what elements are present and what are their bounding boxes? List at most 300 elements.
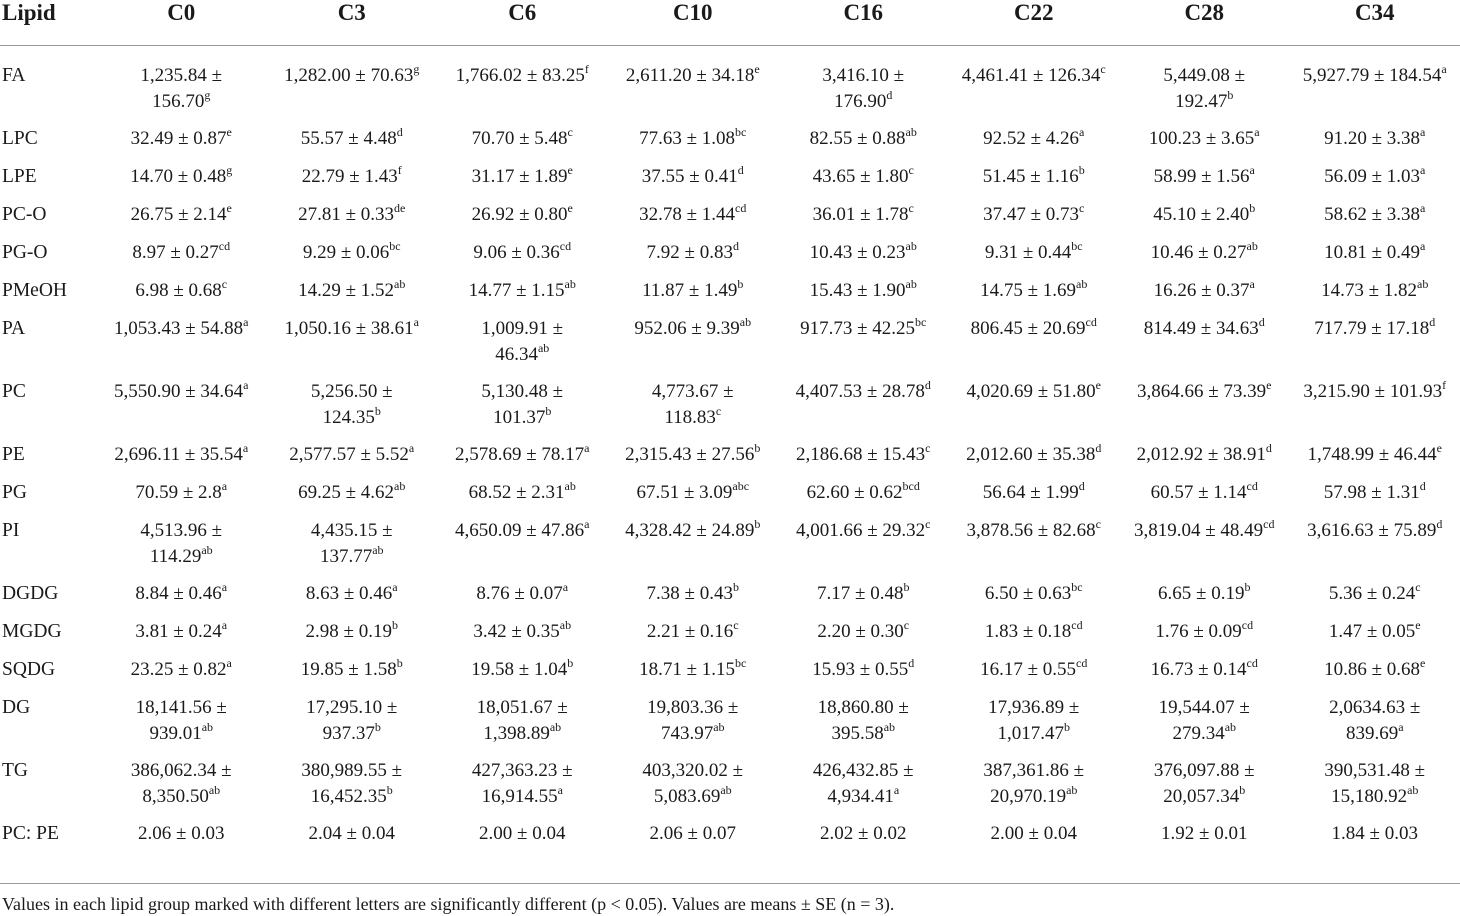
significance-letter: c: [908, 162, 914, 177]
value-text: 91.20 ± 3.38: [1324, 128, 1421, 149]
value-text: 4,407.53 ± 28.78: [795, 381, 925, 402]
value-cell: [608, 695, 779, 758]
spacer-cell: [0, 46, 1460, 64]
value-cell: [437, 164, 608, 202]
value-text: 1,282.00 ± 70.63: [284, 65, 414, 86]
column-header: C34: [1290, 0, 1460, 46]
significance-letter: cd: [559, 238, 572, 253]
value-text: 2.00 ± 0.04: [479, 823, 566, 844]
value-cell: [1119, 821, 1290, 855]
value-cell: [1290, 202, 1460, 240]
value-text: 5,130.48 ±: [481, 381, 564, 402]
significance-letter: ab: [1066, 782, 1078, 797]
lipid-name-cell: PC: PE: [2, 823, 59, 844]
value-cell: [608, 657, 779, 695]
significance-letter: ab: [1076, 276, 1088, 291]
significance-letter: ab: [372, 542, 384, 557]
value-text: 18,141.56 ±: [135, 697, 227, 718]
value-text: 2.98 ± 0.19: [305, 621, 392, 642]
significance-letter: a: [226, 655, 232, 670]
value-cell: [778, 126, 949, 164]
value-cell: [1290, 657, 1460, 695]
value-cell: [437, 619, 608, 657]
value-cell: [267, 164, 438, 202]
value-text-continued: 46.34: [495, 344, 538, 365]
value-text: 17,295.10 ±: [306, 697, 398, 718]
significance-letter: a: [893, 782, 900, 797]
significance-letter: e: [1415, 617, 1421, 632]
lipid-name-cell: PG-O: [2, 242, 48, 263]
value-text: 1,748.99 ± 46.44: [1307, 444, 1437, 465]
value-text: 7.92 ± 0.83: [646, 242, 733, 263]
value-cell: [608, 480, 779, 518]
significance-letter: e: [226, 124, 232, 139]
column-header: C10: [608, 0, 779, 46]
value-text-continued: 20,970.19: [990, 786, 1067, 807]
column-header: C3: [267, 0, 438, 46]
value-cell: [778, 695, 949, 758]
value-text: 1.83 ± 0.18: [984, 621, 1072, 642]
significance-letter: d: [1265, 440, 1272, 455]
table-body: [0, 63, 1460, 855]
value-cell: [778, 379, 949, 442]
value-cell: [437, 518, 608, 581]
significance-letter: ab: [559, 617, 572, 632]
significance-letter: e: [1266, 377, 1272, 392]
value-text: 952.06 ± 9.39: [634, 318, 740, 339]
significance-letter: b: [737, 276, 744, 291]
significance-letter: bc: [735, 124, 747, 139]
significance-letter: ab: [905, 276, 917, 291]
significance-letter: ab: [713, 719, 725, 734]
value-text: 9.31 ± 0.44: [984, 242, 1072, 263]
value-text: 67.51 ± 3.09: [636, 482, 733, 503]
value-text: 14.70 ± 0.48: [130, 166, 227, 187]
significance-letter: ab: [1246, 238, 1258, 253]
column-header: C28: [1119, 0, 1290, 46]
value-text: 5,449.08 ±: [1163, 65, 1246, 86]
value-text-continued: 16,914.55: [481, 786, 558, 807]
value-cell: [1119, 202, 1290, 240]
value-text: 806.45 ± 20.69: [970, 318, 1086, 339]
table-row: [0, 202, 1460, 240]
significance-letter: d: [1095, 440, 1102, 455]
value-text: 7.17 ± 0.48: [817, 583, 904, 604]
value-text: 2.00 ± 0.04: [990, 823, 1077, 844]
value-text: 1.84 ± 0.03: [1331, 823, 1418, 844]
value-text: 387,361.86 ±: [983, 760, 1085, 781]
significance-letter: b: [903, 579, 910, 594]
value-cell: [608, 164, 779, 202]
value-text: 23.25 ± 0.82: [130, 659, 227, 680]
value-cell: [96, 657, 267, 695]
value-text: 14.77 ± 1.15: [468, 280, 565, 301]
significance-letter: c: [1415, 579, 1421, 594]
value-text: 19.85 ± 1.58: [300, 659, 397, 680]
value-text: 100.23 ± 3.65: [1148, 128, 1255, 149]
value-cell: [778, 164, 949, 202]
significance-letter: ab: [739, 314, 752, 329]
significance-letter: ab: [537, 340, 550, 355]
value-text: 70.59 ± 2.8: [135, 482, 222, 503]
value-text: 9.06 ± 0.36: [473, 242, 560, 263]
significance-letter: f: [584, 61, 589, 76]
significance-letter: ab: [1407, 782, 1419, 797]
significance-letter: a: [221, 579, 228, 594]
header-row: [0, 0, 1460, 46]
value-cell: [1290, 581, 1460, 619]
value-text-continued: 1,398.89: [483, 723, 550, 744]
value-text: 3,878.56 ± 82.68: [966, 520, 1096, 541]
value-text: 92.52 ± 4.26: [983, 128, 1080, 149]
significance-letter: a: [242, 440, 249, 455]
value-cell: [949, 164, 1120, 202]
value-cell: [96, 202, 267, 240]
value-cell: [437, 63, 608, 126]
value-text-continued: 5,083.69: [653, 786, 721, 807]
value-text: 1.47 ± 0.05: [1328, 621, 1416, 642]
value-cell: [1290, 695, 1460, 758]
value-cell: [949, 63, 1120, 126]
value-text: 19,544.07 ±: [1158, 697, 1250, 718]
value-cell: [608, 202, 779, 240]
significance-letter: bc: [915, 314, 927, 329]
value-text: 717.79 ± 17.18: [1314, 318, 1430, 339]
value-cell: [778, 619, 949, 657]
value-text-continued: 156.70: [152, 91, 205, 112]
significance-letter: d: [732, 238, 739, 253]
value-text: 22.79 ± 1.43: [301, 166, 398, 187]
value-text: 16.26 ± 0.37: [1153, 280, 1250, 301]
value-text: 386,062.34 ±: [130, 760, 232, 781]
value-text: 5,927.79 ± 184.54: [1302, 65, 1442, 86]
value-cell: [267, 821, 438, 855]
value-text-continued: 8,350.50: [142, 786, 209, 807]
value-cell: [608, 63, 779, 126]
lipid-name-cell: LPC: [2, 128, 38, 149]
value-text: 57.98 ± 1.31: [1323, 482, 1420, 503]
table-row: [0, 581, 1460, 619]
lipid-name-cell: PI: [2, 520, 20, 541]
significance-letter: c: [925, 516, 931, 531]
lipid-name-cell: PG: [2, 482, 27, 503]
value-text: 1,235.84 ±: [140, 65, 223, 86]
value-text: 16.73 ± 0.14: [1150, 659, 1247, 680]
value-text: 68.52 ± 2.31: [468, 482, 565, 503]
significance-letter: cd: [218, 238, 231, 253]
value-text: 26.92 ± 0.80: [471, 204, 568, 225]
value-cell: [1119, 316, 1290, 379]
value-text-continued: 743.97: [660, 723, 714, 744]
value-cell: [267, 581, 438, 619]
value-cell: [949, 316, 1120, 379]
value-text: 3,616.63 ± 75.89: [1307, 520, 1437, 541]
value-cell: [608, 240, 779, 278]
value-cell: [1119, 695, 1290, 758]
value-text: 60.57 ± 1.14: [1150, 482, 1247, 503]
significance-letter: b: [1227, 87, 1234, 102]
value-text: 27.81 ± 0.33: [298, 204, 395, 225]
significance-letter: bc: [735, 655, 747, 670]
significance-letter: a: [1420, 162, 1426, 177]
value-cell: [608, 379, 779, 442]
significance-letter: d: [1419, 478, 1426, 493]
value-text: 380,989.55 ±: [301, 760, 403, 781]
value-cell: [96, 63, 267, 126]
significance-letter: ab: [201, 542, 213, 557]
significance-letter: f: [1442, 377, 1447, 392]
significance-letter: d: [1078, 478, 1085, 493]
significance-letter: a: [1249, 276, 1255, 291]
value-text: 18.71 ± 1.15: [639, 659, 736, 680]
value-text: 4,435.15 ±: [310, 520, 393, 541]
value-text: 2,578.69 ± 78.17: [454, 444, 585, 465]
significance-letter: c: [1095, 516, 1101, 531]
value-text-continued: 137.77: [319, 546, 373, 567]
table-row: [0, 480, 1460, 518]
value-cell: [1119, 518, 1290, 581]
value-cell: [949, 758, 1120, 821]
significance-letter: b: [754, 516, 761, 531]
value-cell: [778, 63, 949, 126]
value-cell: [1290, 164, 1460, 202]
value-cell: [437, 480, 608, 518]
significance-letter: g: [204, 87, 211, 102]
value-text: 2,611.20 ± 34.18: [625, 65, 755, 86]
value-text: 51.45 ± 1.16: [982, 166, 1079, 187]
significance-letter: ab: [208, 782, 221, 797]
table-row: [0, 379, 1460, 442]
significance-letter: bc: [1071, 579, 1083, 594]
significance-letter: cd: [1085, 314, 1097, 329]
value-text: 37.55 ± 0.41: [641, 166, 738, 187]
significance-letter: a: [392, 579, 398, 594]
value-text: 17,936.89 ±: [988, 697, 1080, 718]
value-cell: [267, 442, 438, 480]
value-cell: [949, 278, 1120, 316]
value-cell: [608, 278, 779, 316]
value-text-continued: 176.90: [834, 91, 887, 112]
value-cell: [1290, 480, 1460, 518]
value-text: 26.75 ± 2.14: [130, 204, 227, 225]
value-cell: [267, 480, 438, 518]
value-text: 2,577.57 ± 5.52: [289, 444, 409, 465]
significance-letter: b: [391, 617, 398, 632]
value-text: 10.46 ± 0.27: [1150, 242, 1247, 263]
value-text: 5,256.50 ±: [310, 381, 393, 402]
column-header-lipid: Lipid: [0, 0, 96, 46]
value-cell: [96, 278, 267, 316]
value-cell: [949, 695, 1120, 758]
value-text-continued: 114.29: [149, 546, 202, 567]
value-cell: [1290, 379, 1460, 442]
value-cell: [778, 821, 949, 855]
significance-letter: b: [1244, 579, 1251, 594]
value-cell: [949, 581, 1120, 619]
value-text: 58.62 ± 3.38: [1324, 204, 1421, 225]
value-text: 390,531.48 ±: [1324, 760, 1426, 781]
value-cell: [1290, 278, 1460, 316]
value-text: 8.76 ± 0.07: [476, 583, 563, 604]
value-cell: [437, 126, 608, 164]
value-text: 3.81 ± 0.24: [135, 621, 222, 642]
value-cell: [1119, 379, 1290, 442]
value-cell: [778, 758, 949, 821]
lipid-name-cell: PC: [2, 381, 26, 402]
value-cell: [267, 278, 438, 316]
value-text: 2,012.60 ± 35.38: [966, 444, 1096, 465]
significance-letter: ab: [564, 276, 576, 291]
value-cell: [96, 442, 267, 480]
value-cell: [96, 695, 267, 758]
significance-letter: ab: [394, 478, 406, 493]
value-cell: [437, 695, 608, 758]
value-text: 62.60 ± 0.62: [806, 482, 903, 503]
value-cell: [778, 442, 949, 480]
value-text: 1,766.02 ± 83.25: [455, 65, 585, 86]
significance-letter: cd: [1076, 655, 1088, 670]
value-text: 19.58 ± 1.04: [471, 659, 568, 680]
value-text-continued: 937.37: [322, 723, 375, 744]
lipid-name-cell: PC-O: [2, 204, 47, 225]
significance-letter: e: [1095, 377, 1101, 392]
value-cell: [96, 821, 267, 855]
value-cell: [949, 202, 1120, 240]
value-text: 32.49 ± 0.87: [130, 128, 227, 149]
significance-letter: b: [567, 655, 574, 670]
significance-letter: bc: [389, 238, 401, 253]
value-cell: [96, 126, 267, 164]
significance-letter: bcd: [902, 478, 920, 493]
significance-letter: d: [924, 377, 931, 392]
value-text: 5,550.90 ± 34.64: [113, 381, 244, 402]
significance-letter: c: [903, 617, 910, 632]
value-cell: [1119, 758, 1290, 821]
value-text-continued: 192.47: [1175, 91, 1228, 112]
significance-letter: b: [386, 782, 393, 797]
value-text: 69.25 ± 4.62: [298, 482, 395, 503]
value-text: 11.87 ± 1.49: [642, 280, 738, 301]
significance-letter: c: [567, 124, 573, 139]
value-cell: [1290, 126, 1460, 164]
value-cell: [1119, 442, 1290, 480]
value-text-continued: 101.37: [493, 407, 546, 428]
value-cell: [437, 316, 608, 379]
value-text-continued: 124.35: [322, 407, 375, 428]
value-cell: [267, 518, 438, 581]
significance-letter: ab: [905, 124, 917, 139]
value-text-continued: 15,180.92: [1331, 786, 1408, 807]
significance-letter: a: [1441, 61, 1447, 76]
significance-letter: g: [226, 162, 233, 177]
value-text: 43.65 ± 1.80: [812, 166, 909, 187]
significance-letter: d: [886, 87, 893, 102]
value-text-continued: 20,057.34: [1163, 786, 1240, 807]
value-text: 1.76 ± 0.09: [1155, 621, 1242, 642]
value-cell: [1119, 480, 1290, 518]
value-text: 19,803.36 ±: [647, 697, 739, 718]
table-row: [0, 821, 1460, 855]
significance-letter: ab: [1224, 719, 1237, 734]
value-cell: [267, 126, 438, 164]
value-text: 16.17 ± 0.55: [980, 659, 1077, 680]
table-row: [0, 126, 1460, 164]
value-cell: [949, 619, 1120, 657]
value-text: 32.78 ± 1.44: [639, 204, 736, 225]
value-cell: [437, 379, 608, 442]
value-text: 14.75 ± 1.69: [980, 280, 1077, 301]
value-text-continued: 4,934.41: [827, 786, 894, 807]
value-text: 18,860.80 ±: [817, 697, 909, 718]
significance-letter: e: [567, 200, 573, 215]
lipid-name-cell: PMeOH: [2, 280, 68, 301]
table-header: [0, 0, 1460, 63]
header-spacer: [0, 46, 1460, 64]
table-footnote: Values in each lipid group marked with different letters are significantly different (p < 0.05). Values are means ± SE (n = 3).: [0, 883, 1460, 915]
significance-letter: d: [1436, 516, 1443, 531]
value-cell: [778, 316, 949, 379]
value-text: 6.65 ± 0.19: [1158, 583, 1245, 604]
significance-letter: c: [1100, 61, 1106, 76]
value-cell: [267, 695, 438, 758]
value-cell: [1290, 240, 1460, 278]
significance-letter: c: [908, 200, 914, 215]
significance-letter: c: [733, 617, 739, 632]
table-row: [0, 240, 1460, 278]
value-text: 15.43 ± 1.90: [809, 280, 906, 301]
column-header: C6: [437, 0, 608, 46]
significance-letter: g: [413, 61, 420, 76]
significance-letter: b: [545, 403, 552, 418]
value-text: 4,461.41 ± 126.34: [961, 65, 1101, 86]
significance-letter: a: [557, 782, 563, 797]
lipid-name-cell: LPE: [2, 166, 37, 187]
value-text: 2.21 ± 0.16: [646, 621, 734, 642]
value-cell: [778, 581, 949, 619]
value-text-continued: 1,017.47: [997, 723, 1064, 744]
value-text: 6.50 ± 0.63: [984, 583, 1072, 604]
value-text: 15.93 ± 0.55: [812, 659, 909, 680]
value-cell: [608, 581, 779, 619]
value-text: 45.10 ± 2.40: [1153, 204, 1250, 225]
value-cell: [608, 316, 779, 379]
value-cell: [949, 240, 1120, 278]
significance-letter: d: [737, 162, 744, 177]
significance-letter: b: [374, 719, 381, 734]
table-row: [0, 442, 1460, 480]
value-text: 2.06 ± 0.07: [649, 823, 736, 844]
value-text: 8.97 ± 0.27: [132, 242, 219, 263]
value-cell: [778, 657, 949, 695]
table-row: [0, 164, 1460, 202]
value-text-continued: 939.01: [149, 723, 202, 744]
significance-letter: a: [1254, 124, 1260, 139]
value-cell: [96, 619, 267, 657]
significance-letter: cd: [735, 200, 747, 215]
significance-letter: a: [584, 440, 590, 455]
significance-letter: b: [396, 655, 403, 670]
value-cell: [1119, 240, 1290, 278]
value-cell: [1119, 581, 1290, 619]
value-text: 2.02 ± 0.02: [820, 823, 907, 844]
value-cell: [267, 63, 438, 126]
significance-letter: c: [221, 276, 228, 291]
value-cell: [1290, 442, 1460, 480]
value-cell: [437, 202, 608, 240]
value-cell: [1119, 63, 1290, 126]
value-text: 70.70 ± 5.48: [471, 128, 568, 149]
value-cell: [1290, 619, 1460, 657]
